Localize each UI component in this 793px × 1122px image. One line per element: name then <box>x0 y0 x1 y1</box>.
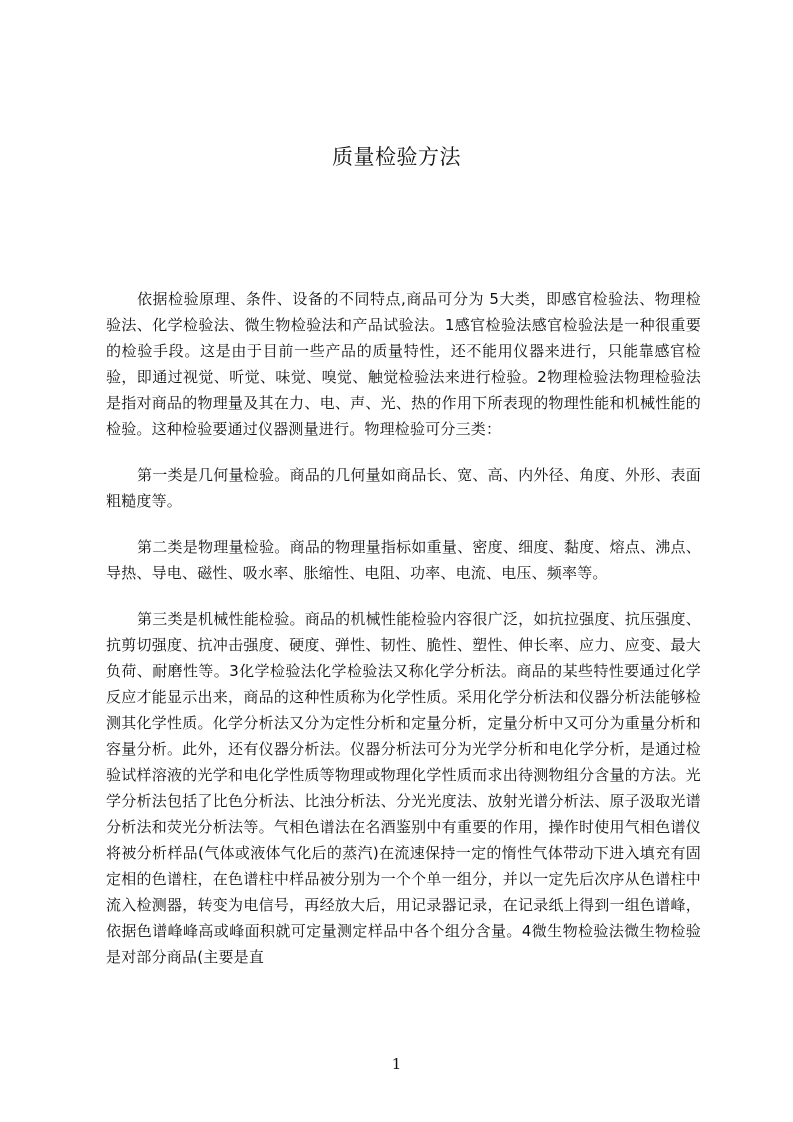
document-body <box>106 286 701 970</box>
paragraph: 第一类是几何量检验。商品的几何量如商品长、宽、高、内外径、角度、外形、表面粗糙度等。 <box>106 466 701 510</box>
paragraph: 依据检验原理、条件、设备的不同特点,商品可分为 5大类，即感官检验法、物理检验法、化学检验法、微生物检验法和产品试验法。1感官检验法感官检验法是一种很重要的检验手段。这是由于目前一些产品的质量特性，还不能用仪器来进行，只能靠感官检验，即通过视觉、听觉、味觉、嗅觉、触觉检验法来进行检验。2物理检验法物理检验法是指对商品的物理量及其在力、电、声、光、热的作用下所表现的物理性能和机械性能的检验。这种检验要通过仪器测量进行。物理检验可分三类： <box>106 290 701 438</box>
document-title: 质量检验方法 <box>332 145 461 169</box>
page-number: 1 <box>391 1055 402 1073</box>
paragraph: 第二类是物理量检验。商品的物理量指标如重量、密度、细度、黏度、熔点、沸点、导热、导电、磁性、吸水率、胀缩性、电阻、功率、电流、电压、频率等。 <box>106 538 701 582</box>
paragraph: 第三类是机械性能检验。商品的机械性能检验内容很广泛，如抗拉强度、抗压强度、抗剪切强度、抗冲击强度、硬度、弹性、韧性、脆性、塑性、伸长率、应力、应变、最大负荷、耐磨性等。3化学检验法化学检验法又称化学分析法。商品的某些特性要通过化学反应才能显示出来，商品的这种性质称为化学性质。采用化学分析法和仪器分析法能够检测其化学性质。化学分析法又分为定性分析和定量分析，定量分析中又可分为重量分析和容量分析。此外，还有仪器分析法。仪器分析法可分为光学分析和电化学分析，是通过检验试样溶液的光学和电化学性质等物理或物理化学性质而求出待测物组分含量的方法。光学分析法包括了比色分析法、比浊分析法、分光光度法、放射光谱分析法、原子汲取光谱分析法和荧光分析法等。气相色谱法在名酒鉴别中有重要的作用，操作时使用气相色谱仪将被分析样品(气体或液体气化后的蒸汽)在流速保持一定的惰性气体带动下进入填充有固定相的色谱柱，在色谱柱中样品被分别为一个个单一组分，并以一定先后次序从色谱柱中流入检测器，转变为电信号，再经放大后，用记录器记录，在记录纸上得到一组色谱峰，依据色谱峰峰高或峰面积就可定量测定样品中各个组分含量。4微生物检验法微生物检验是对部分商品(主要是直 <box>106 610 701 966</box>
